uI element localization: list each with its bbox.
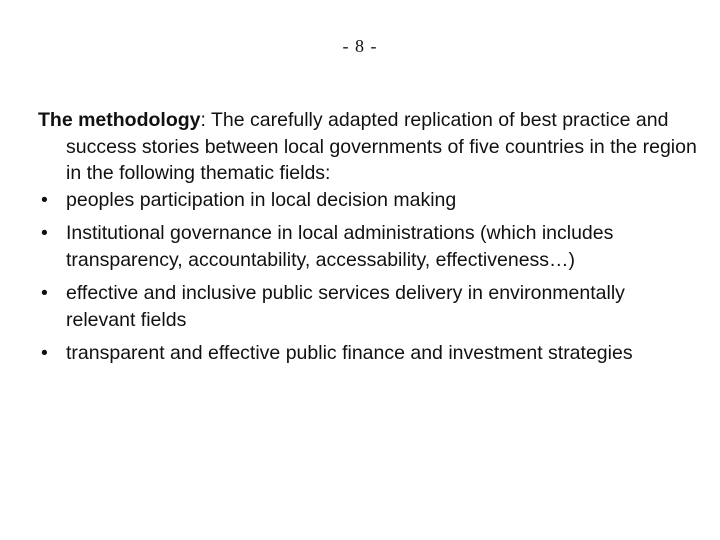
list-item [38, 340, 698, 367]
methodology-label: The methodology [38, 109, 201, 131]
bullet-icon: • [41, 222, 48, 244]
list-item [38, 187, 698, 214]
bullet-icon: • [41, 282, 48, 304]
list-item [38, 280, 698, 333]
slide-body [38, 107, 698, 374]
list-item [38, 220, 698, 273]
thematic-fields-list [38, 187, 698, 367]
page-number: - 8 - [342, 36, 378, 56]
list-item-text: transparent and effective public finance and investment strategies [66, 342, 633, 364]
list-item-text: peoples participation in local decision making [66, 188, 457, 211]
bullet-icon: • [41, 188, 48, 211]
methodology-paragraph [38, 107, 698, 187]
list-item-text: effective and inclusive public services delivery in environmentally relevant fields [66, 282, 625, 331]
list-item-text: Institutional governance in local administrations (which includes transparency, accountability, accessability, effectiveness…) [66, 222, 614, 271]
bullet-icon: • [41, 342, 48, 364]
methodology-text: The carefully adapted replication of best practice and success stories between local governments of five countries in the region in the following thematic fields: [66, 109, 697, 184]
methodology-separator: : [200, 109, 206, 131]
